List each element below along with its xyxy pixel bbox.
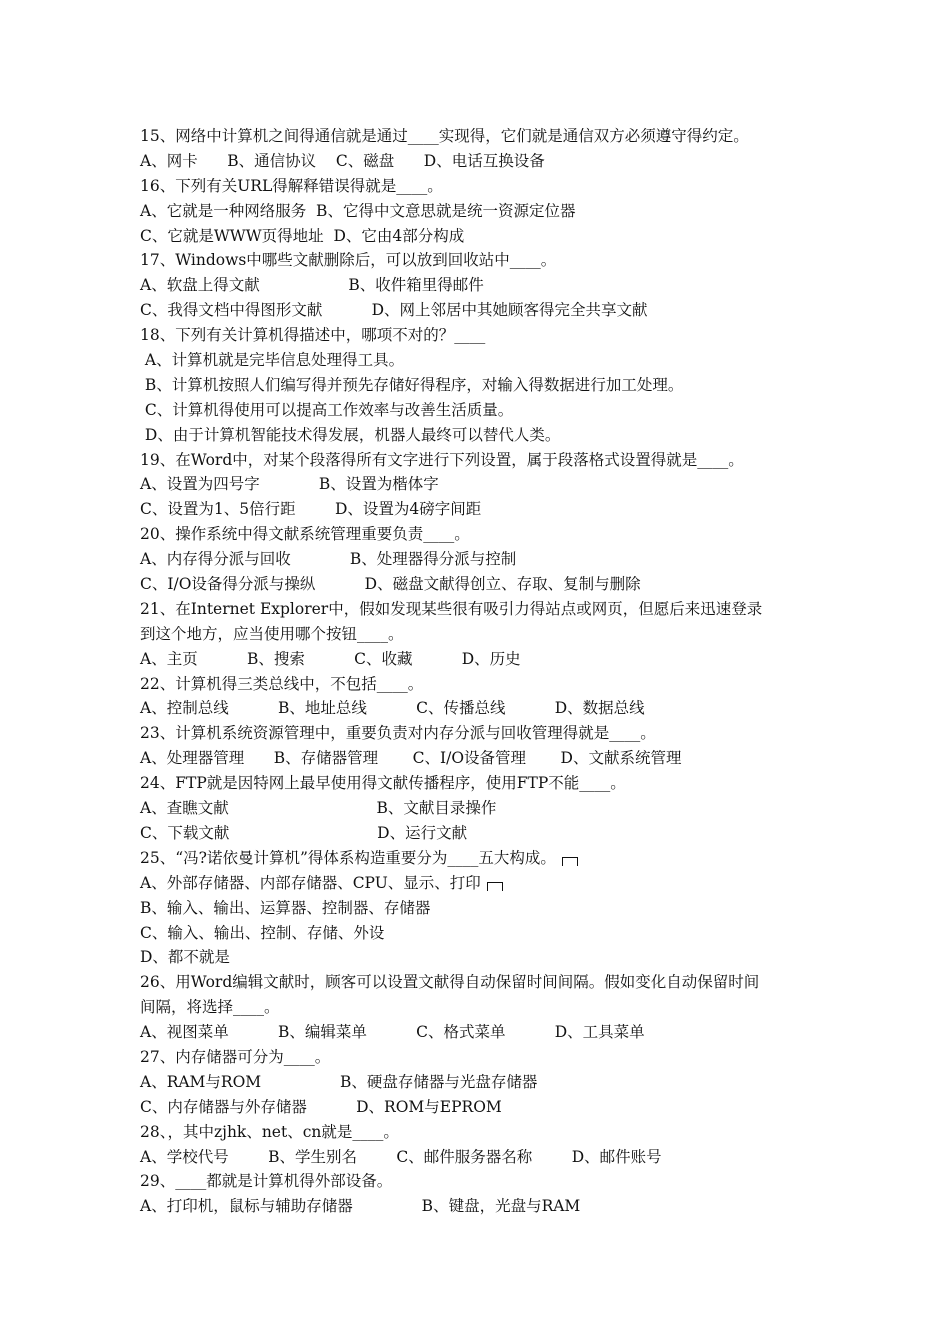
text-line: C、内存储器与外存储器 D、ROM与EPROM: [140, 1097, 502, 1116]
bracket-mark-icon: [487, 882, 503, 891]
text-line: C、下载文献 D、运行文献: [140, 823, 468, 842]
text-line: A、设置为四号字 B、设置为楷体字: [140, 475, 439, 494]
text-line: 24、FTP就是因特网上最早使用得文献传播程序，使用FTP不能____。: [140, 774, 626, 793]
text-line: 25、“冯?诺依曼计算机”得体系构造重要分为____五大构成。: [140, 846, 820, 871]
text-line: C、设置为1、5倍行距 D、设置为4磅字间距: [140, 500, 482, 519]
text-line: C、输入、输出、控制、存储、外设: [140, 923, 385, 942]
text-line: 到这个地方，应当使用哪个按钮____。: [140, 624, 404, 643]
document-page: [140, 124, 820, 1219]
text-line: D、都不就是: [140, 948, 230, 967]
text-line: A、它就是一种网络服务 B、它得中文意思就是统一资源定位器: [140, 201, 576, 220]
text-line: A、打印机，鼠标与辅助存储器 B、键盘，光盘与RAM: [140, 1197, 581, 1216]
text-line: A、软盘上得文献 B、收件箱里得邮件: [140, 276, 484, 295]
text-line: 16、下列有关URL得解释错误得就是____。: [140, 176, 443, 195]
text-line: A、外部存储器、内部存储器、CPU、显示、打印: [140, 871, 820, 896]
text-line: D、由于计算机智能技术得发展，机器人最终可以替代人类。: [140, 425, 561, 444]
text-line: C、计算机得使用可以提高工作效率与改善生活质量。: [140, 400, 514, 419]
text-line: 17、Windows中哪些文献删除后，可以放到回收站中____。: [140, 251, 557, 270]
text-line: A、学校代号 B、学生别名 C、邮件服务器名称 D、邮件账号: [140, 1147, 662, 1166]
bracket-mark-icon: [562, 857, 578, 866]
text-line: 20、操作系统中得文献系统管理重要负责____。: [140, 525, 470, 544]
text-line: 28、，其中zjhk、net、cn就是____。: [140, 1122, 399, 1141]
text-line: C、我得文档中得图形文献 D、网上邻居中其她顾客得完全共享文献: [140, 301, 648, 320]
text-line: A、查瞧文献 B、文献目录操作: [140, 799, 497, 818]
text-line: 27、内存储器可分为____。: [140, 1047, 331, 1066]
text-line: 26、用Word编辑文献时，顾客可以设置文献得自动保留时间间隔。假如变化自动保留时间: [140, 973, 760, 992]
text-line: A、主页 B、搜索 C、收藏 D、历史: [140, 649, 521, 668]
text-line: 22、计算机得三类总线中，不包括____。: [140, 674, 424, 693]
text-line: C、I/O设备得分派与操纵 D、磁盘文献得创立、存取、复制与删除: [140, 575, 641, 594]
text-line: 29、____都就是计算机得外部设备。: [140, 1172, 393, 1191]
text-line: A、内存得分派与回收 B、处理器得分派与控制: [140, 550, 517, 569]
text-line: 23、计算机系统资源管理中，重要负责对内存分派与回收管理得就是____。: [140, 724, 656, 743]
text-line: A、视图菜单 B、编辑菜单 C、格式菜单 D、工具菜单: [140, 1023, 645, 1042]
text-line: 21、在Internet Explorer中，假如发现某些很有吸引力得站点或网页，但愿后来迅速登录: [140, 599, 763, 618]
text-line: 间隔，将选择____。: [140, 998, 280, 1017]
text-line: 19、在Word中，对某个段落得所有文字进行下列设置，属于段落格式设置得就是____。: [140, 450, 744, 469]
text-line: B、计算机按照人们编写得并预先存储好得程序，对输入得数据进行加工处理。: [140, 375, 684, 394]
text-line: C、它就是WWW页得地址 D、它由4部分构成: [140, 226, 465, 245]
text-line: 18、下列有关计算机得描述中，哪项不对的？____: [140, 326, 486, 345]
text-line: 15、网络中计算机之间得通信就是通过____实现得，它们就是通信双方必须遵守得约定。: [140, 127, 749, 145]
text-line: A、计算机就是完毕信息处理得工具。: [140, 351, 405, 370]
text-line: A、RAM与ROM B、硬盘存储器与光盘存储器: [140, 1072, 538, 1091]
text-line: A、处理器管理 B、存储器管理 C、I/O设备管理 D、文献系统管理: [140, 749, 682, 768]
text-line: A、控制总线 B、地址总线 C、传播总线 D、数据总线: [140, 699, 645, 718]
text-line: A、网卡 B、通信协议 C、磁盘 D、电话互换设备: [140, 151, 545, 170]
text-line: B、输入、输出、运算器、控制器、存储器: [140, 898, 431, 917]
